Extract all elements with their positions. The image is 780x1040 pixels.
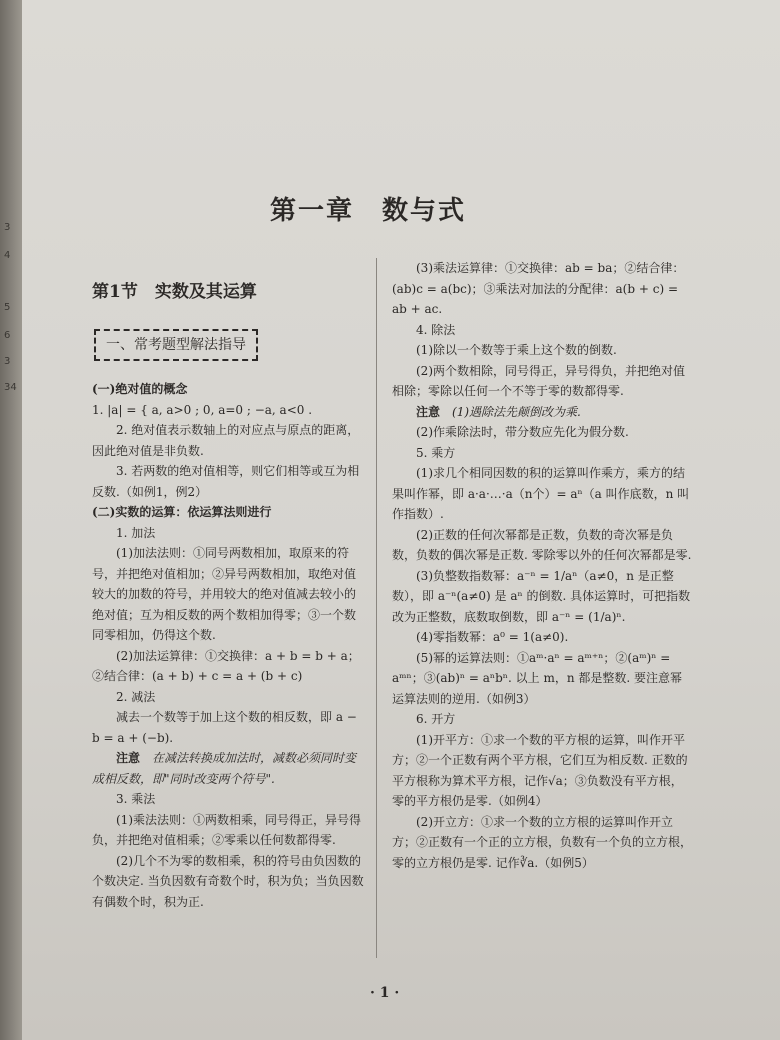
right-text: (3)负整数指数幂：a⁻ⁿ = 1/aⁿ（a≠0，n 是正整数），即 a⁻ⁿ(a≠0) 是 aⁿ 的倒数. 具体运算时，可把指数改为正整数，底数取倒数，即 a⁻ⁿ = (1/a)ⁿ. [392, 568, 691, 624]
left-text: (1)乘法法则：①两数相乘，同号得正，异号得负，并把绝对值相乘；②零乘以任何数都得零. [92, 812, 361, 847]
right-paragraph [392, 258, 692, 320]
right-text: (2)两个数相除，同号得正，异号得负，并把绝对值相除；零除以任何一个不等于零的数都得零. [392, 363, 685, 398]
left-paragraph [92, 400, 364, 421]
left-paragraph [92, 748, 364, 789]
left-paragraph [92, 502, 364, 523]
spine-mark: 34 [4, 382, 17, 393]
boxed-heading: 一、常考题型解法指导 [94, 329, 258, 362]
spine-mark: 4 [4, 250, 11, 261]
left-text: 在减法转换成加法时，减数必须同时变成相反数，即"同时改变两个符号". [92, 751, 357, 786]
right-paragraph [392, 402, 692, 423]
left-paragraph [92, 707, 364, 748]
spine-mark: 3 [4, 356, 11, 367]
left-text: 3. 乘法 [116, 792, 156, 806]
left-paragraph [92, 523, 364, 544]
left-paragraph [92, 810, 364, 851]
right-text: (1)除以一个数等于乘上这个数的倒数. [416, 343, 617, 357]
right-paragraph [392, 730, 692, 812]
right-column [392, 258, 692, 873]
right-column-body [392, 258, 692, 873]
right-text: 5. 乘方 [416, 445, 456, 460]
spine-mark: 6 [4, 330, 11, 341]
spine-mark: 3 [4, 222, 11, 233]
left-text: 1. 加法 [116, 525, 156, 540]
right-paragraph [392, 627, 692, 648]
note-label: 注意 [116, 751, 141, 765]
right-text: (1)开平方：①求一个数的平方根的运算，叫作开平方；②一个正数有两个平方根，它们互为相反数. 正数的平方根称为算术平方根，记作√a；③负数没有平方根，零的平方根仍是零.（如例4） [392, 732, 688, 808]
right-text: (5)幂的运算法则：①aᵐ·aⁿ = aᵐ⁺ⁿ；②(aᵐ)ⁿ = aᵐⁿ；③(ab)ⁿ = aⁿbⁿ. 以上 m，n 都是整数. 要注意幂运算法则的逆用.（如例3） [392, 650, 682, 706]
right-paragraph [392, 443, 692, 464]
left-text: 3. 若两数的绝对值相等，则它们相等或互为相反数.（如例1，例2） [92, 464, 360, 499]
right-text: (4)零指数幂：a⁰ = 1(a≠0). [416, 630, 569, 644]
right-paragraph [392, 463, 692, 525]
left-paragraph [92, 379, 364, 400]
right-paragraph [392, 648, 692, 710]
column-divider [376, 258, 377, 958]
right-text: (2)正数的任何次幂都是正数，负数的奇次幂是负数，负数的偶次幂是正数. 零除零以外的任何次幂都是零. [392, 527, 692, 562]
left-paragraph [92, 851, 364, 913]
left-text: (2)加法运算律：①交换律：a + b = b + a；②结合律：(a + b) + c = a + (b + c) [92, 648, 360, 683]
right-text: (1)求几个相同因数的积的运算叫作乘方，乘方的结果叫作幂，即 a·a·…·a（n个）= aⁿ（a 叫作底数，n 叫作指数）. [392, 466, 690, 521]
left-text: 2. 绝对值表示数轴上的对应点与原点的距离，因此绝对值是非负数. [92, 423, 360, 458]
spine-mark: 5 [4, 302, 11, 313]
right-paragraph [392, 709, 692, 730]
right-text: (3)乘法运算律：①交换律：ab = ba；②结合律：(ab)c = a(bc)；③乘法对加法的分配律：a(b + c) = ab + ac. [392, 261, 685, 316]
left-paragraph [92, 543, 364, 646]
chapter-title: 第一章 数与式 [270, 196, 467, 226]
page-number: · 1 · [370, 985, 400, 1001]
section-title: 第1节 实数及其运算 [92, 282, 257, 302]
left-column [92, 282, 364, 912]
right-paragraph [392, 566, 692, 628]
left-paragraph [92, 461, 364, 502]
left-text: 减去一个数等于加上这个数的相反数，即 a − b = a + (−b). [92, 710, 357, 745]
right-paragraph [392, 361, 692, 402]
left-text: 1. |a| = { a, a>0 ; 0, a=0 ; −a, a<0 . [92, 402, 313, 417]
right-text: (2)作乘除法时，带分数应先化为假分数. [416, 425, 629, 439]
left-paragraph [92, 789, 364, 810]
left-paragraph [92, 646, 364, 687]
right-paragraph [392, 340, 692, 361]
right-text: 4. 除法 [416, 322, 456, 337]
right-text: (2)开立方：①求一个数的立方根的运算叫作开立方；②正数有一个正的立方根，负数有一个负的立方根，零的立方根仍是零. 记作∛a.（如例5） [392, 814, 693, 870]
right-paragraph [392, 525, 692, 566]
right-paragraph [392, 422, 692, 443]
left-text: (1)加法法则：①同号两数相加，取原来的符号，并把绝对值相加；②异号两数相加，取绝对值较大的加数的符号，并用较大的绝对值减去较小的绝对值；互为相反数的两个数相加得零；③一个数同零相加，仍得这个数. [92, 546, 357, 642]
left-paragraph [92, 687, 364, 708]
right-paragraph [392, 320, 692, 341]
left-column-body [92, 379, 364, 912]
left-text: (2)几个不为零的数相乘，积的符号由负因数的个数决定. 当负因数有奇数个时，积为负；当负因数有偶数个时，积为正. [92, 853, 364, 909]
left-text: (二)实数的运算：依运算法则进行 [92, 505, 272, 519]
left-text: (一)绝对值的概念 [92, 382, 188, 396]
left-paragraph [92, 420, 364, 461]
left-text: 2. 减法 [116, 689, 156, 704]
note-label: 注意 [416, 404, 441, 419]
book-spine-edge [0, 0, 22, 1040]
right-paragraph [392, 812, 692, 874]
right-text: (1)遇除法先颠倒改为乘. [452, 404, 581, 419]
right-text: 6. 开方 [416, 712, 456, 726]
